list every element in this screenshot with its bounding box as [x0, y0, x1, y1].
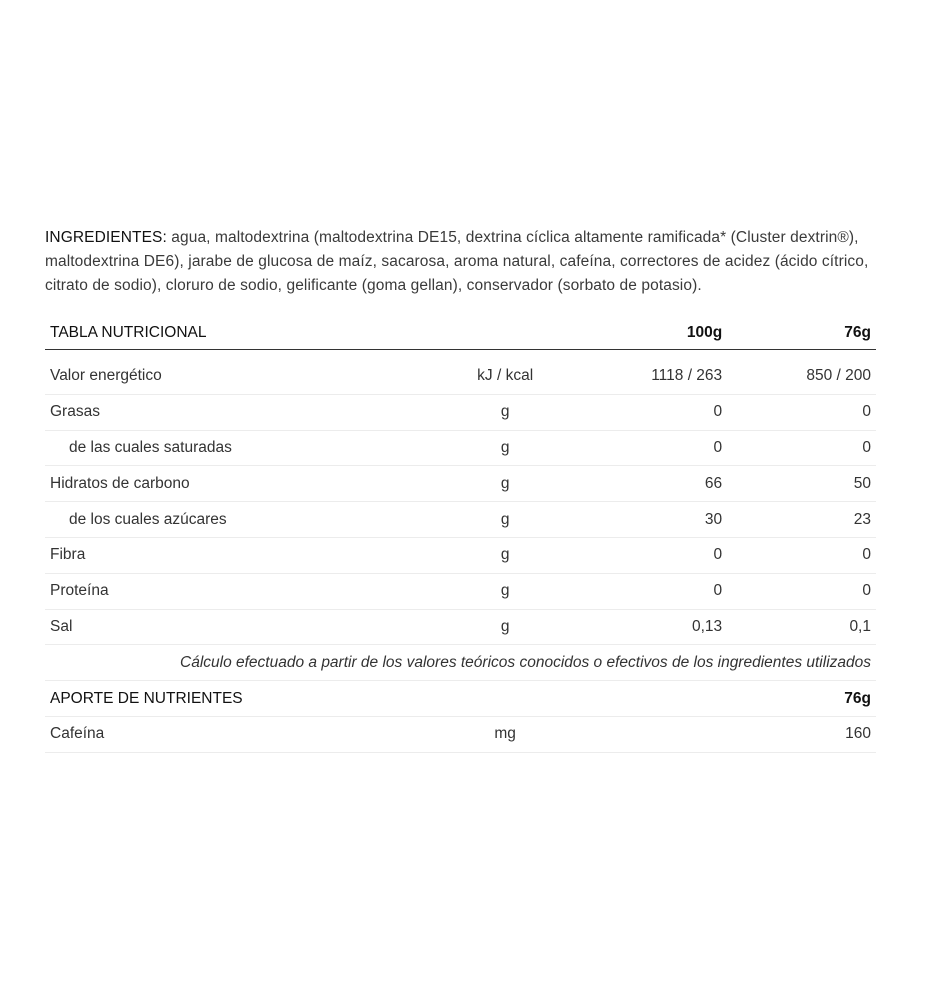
value-100g: 1118 / 263	[576, 359, 727, 394]
nutrition-title: TABLA NUTRICIONAL	[45, 316, 434, 350]
nutrient-name: Cafeína	[45, 716, 434, 752]
nutrient-unit: g	[434, 502, 575, 538]
table-row	[45, 573, 876, 609]
nutrient-name: Sal	[45, 609, 434, 645]
unit-header	[434, 681, 575, 717]
value-serving: 160	[727, 716, 876, 752]
value-100g: 0,13	[576, 609, 727, 645]
value-100g: 0	[576, 394, 727, 430]
value-serving: 50	[727, 466, 876, 502]
nutrient-unit: mg	[434, 716, 575, 752]
table-row	[45, 502, 876, 538]
ingredients-paragraph	[45, 226, 876, 298]
nutrient-unit: g	[434, 394, 575, 430]
nutrient-name: Valor energético	[45, 359, 434, 394]
unit-header	[434, 316, 575, 350]
nutrient-unit: kJ / kcal	[434, 359, 575, 394]
nutrient-name: Proteína	[45, 573, 434, 609]
value-serving: 0	[727, 430, 876, 466]
nutrient-unit: g	[434, 573, 575, 609]
nutrient-unit: g	[434, 430, 575, 466]
value-100g	[576, 716, 727, 752]
nutrient-unit: g	[434, 537, 575, 573]
nutrient-name: Fibra	[45, 537, 434, 573]
table-row	[45, 609, 876, 645]
value-100g: 0	[576, 573, 727, 609]
nutrient-unit: g	[434, 609, 575, 645]
table-row	[45, 430, 876, 466]
spacer-row	[45, 350, 876, 360]
nutrient-name: Grasas	[45, 394, 434, 430]
table-row	[45, 359, 876, 394]
value-serving: 0	[727, 394, 876, 430]
table-row	[45, 537, 876, 573]
col-100g-header: 100g	[576, 316, 727, 350]
ingredients-label: INGREDIENTES:	[45, 229, 167, 246]
nutrient-name: de las cuales saturadas	[45, 430, 434, 466]
nutrient-name: de los cuales azúcares	[45, 502, 434, 538]
value-serving: 0,1	[727, 609, 876, 645]
value-serving: 23	[727, 502, 876, 538]
ingredients-text: agua, maltodextrina (maltodextrina DE15, dextrina cíclica altamente ramificada* (Cluster dextrin®), maltodextrina DE6), jarabe de glucosa de maíz, sacarosa, aroma natural, cafeína, correctores de acidez (ácido cítrico, citrato de sodio), cloruro de sodio, gelificante (goma gellan), conservador (sorbato de potasio).	[45, 229, 869, 294]
nutrient-unit: g	[434, 466, 575, 502]
col-serving-header: 76g	[727, 316, 876, 350]
value-100g: 66	[576, 466, 727, 502]
col-serving-header: 76g	[727, 681, 876, 717]
value-serving: 0	[727, 537, 876, 573]
value-100g: 0	[576, 537, 727, 573]
nutrition-table	[45, 316, 876, 753]
table-row	[45, 394, 876, 430]
spacer-cell	[45, 350, 876, 360]
table-row	[45, 716, 876, 752]
value-serving: 0	[727, 573, 876, 609]
nutrients-header-row	[45, 681, 876, 717]
table-row	[45, 466, 876, 502]
calculation-note-row	[45, 645, 876, 681]
col-100g-header	[576, 681, 727, 717]
nutrients-title: APORTE DE NUTRIENTES	[45, 681, 434, 717]
value-100g: 0	[576, 430, 727, 466]
nutrition-header-row	[45, 316, 876, 350]
product-info	[45, 226, 876, 753]
calculation-note: Cálculo efectuado a partir de los valores teóricos conocidos o efectivos de los ingredientes utilizados	[45, 645, 876, 681]
nutrient-name: Hidratos de carbono	[45, 466, 434, 502]
value-100g: 30	[576, 502, 727, 538]
value-serving: 850 / 200	[727, 359, 876, 394]
